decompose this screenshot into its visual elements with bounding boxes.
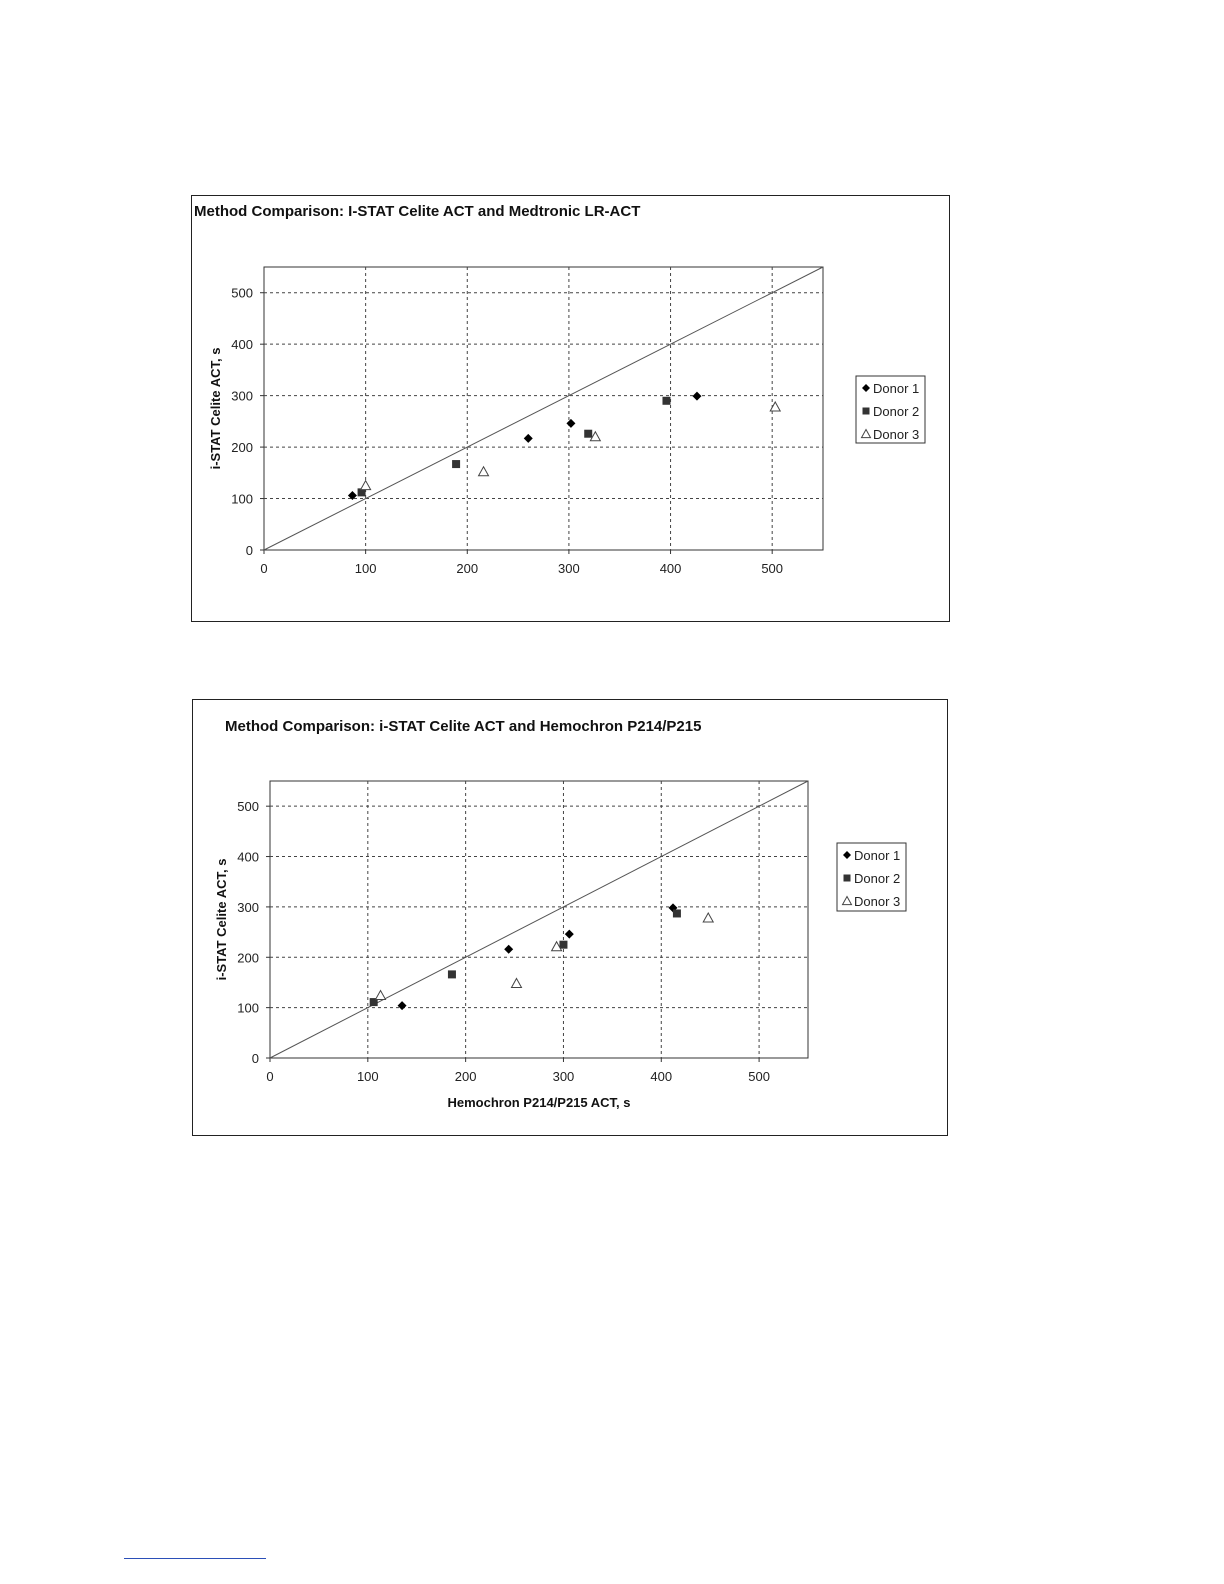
legend-label: Donor 1 xyxy=(873,381,920,396)
y-tick-label: 100 xyxy=(237,1000,259,1016)
x-tick-label: 500 xyxy=(761,561,784,576)
x-tick-label: 300 xyxy=(558,561,580,576)
legend-label: Donor 3 xyxy=(854,894,901,909)
chart-medtronic-comparison xyxy=(191,195,950,622)
y-tick-label: 500 xyxy=(237,799,259,815)
y-tick-label: 500 xyxy=(231,285,253,301)
legend-marker xyxy=(863,408,870,415)
x-tick-label: 0 xyxy=(260,561,268,576)
x-tick-label: 300 xyxy=(552,1069,575,1084)
data-point xyxy=(662,397,670,405)
x-tick-label: 500 xyxy=(748,1069,770,1084)
chart-svg xyxy=(193,700,947,1135)
y-tick-label: 200 xyxy=(231,440,253,456)
x-tick-label: 400 xyxy=(659,561,682,576)
chart-title: Method Comparison: i-STAT Celite ACT and Hemochron P214/P215 xyxy=(225,718,702,735)
data-point xyxy=(673,909,681,917)
legend-label: Donor 3 xyxy=(873,427,920,442)
y-tick-label: 0 xyxy=(245,543,253,558)
y-axis-label: i-STAT Celite ACT, s xyxy=(214,858,229,981)
x-tick-label: 400 xyxy=(650,1069,673,1084)
data-point xyxy=(452,460,460,468)
chart-title: Method Comparison: I-STAT Celite ACT and Medtronic LR-ACT xyxy=(194,203,641,220)
y-tick-label: 200 xyxy=(237,950,259,966)
data-point xyxy=(584,430,592,438)
x-tick-label: 100 xyxy=(354,561,377,576)
legend-label: Donor 2 xyxy=(854,871,901,886)
y-tick-label: 100 xyxy=(231,491,253,507)
legend-label: Donor 1 xyxy=(854,848,901,863)
x-axis-label: Hemochron P214/P215 ACT, s xyxy=(447,1095,631,1110)
y-tick-label: 0 xyxy=(251,1051,259,1066)
y-tick-label: 300 xyxy=(231,388,253,404)
x-tick-label: 200 xyxy=(456,561,479,576)
x-tick-label: 0 xyxy=(266,1069,274,1084)
chart-svg xyxy=(192,196,949,621)
x-tick-label: 100 xyxy=(356,1069,379,1084)
legend-label: Donor 2 xyxy=(873,404,920,419)
data-point xyxy=(448,970,456,978)
y-tick-label: 400 xyxy=(231,337,253,353)
y-axis-label: i-STAT Celite ACT, s xyxy=(208,347,223,470)
x-tick-label: 200 xyxy=(454,1069,477,1084)
footnote-divider xyxy=(124,1558,266,1559)
y-tick-label: 300 xyxy=(237,899,259,915)
data-point xyxy=(559,941,567,949)
legend-marker xyxy=(844,875,851,882)
y-tick-label: 400 xyxy=(237,849,259,865)
chart-hemochron-comparison xyxy=(192,699,948,1136)
